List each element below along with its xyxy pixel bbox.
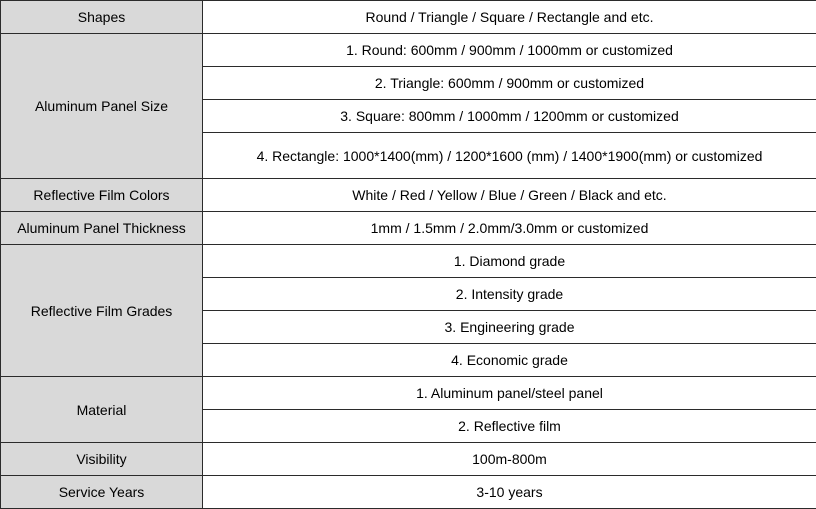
table-row [1,179,816,212]
row-value: 3. Engineering grade [203,311,816,344]
table-row [1,377,816,410]
row-label-reflective-film-grades: Reflective Film Grades [1,245,203,377]
row-label-shapes: Shapes [1,1,203,34]
row-value: 2. Triangle: 600mm / 900mm or customized [203,67,816,100]
row-value: 2. Reflective film [203,410,816,443]
row-value: 1mm / 1.5mm / 2.0mm/3.0mm or customized [203,212,816,245]
row-label-material: Material [1,377,203,443]
row-label-service-years: Service Years [1,476,203,509]
row-value: Round / Triangle / Square / Rectangle and etc. [203,1,816,34]
table-row [1,212,816,245]
row-value: 100m-800m [203,443,816,476]
row-value: 1. Diamond grade [203,245,816,278]
table-row [1,476,816,509]
table-row [1,34,816,67]
row-value: 4. Rectangle: 1000*1400(mm) / 1200*1600 (mm) / 1400*1900(mm) or customized [203,133,816,179]
row-value: White / Red / Yellow / Blue / Green / Black and etc. [203,179,816,212]
row-label-reflective-film-colors: Reflective Film Colors [1,179,203,212]
table-row [1,1,816,34]
table-row [1,443,816,476]
row-value: 1. Round: 600mm / 900mm / 1000mm or customized [203,34,816,67]
table-row [1,245,816,278]
row-label-aluminum-panel-thickness: Aluminum Panel Thickness [1,212,203,245]
row-value: 3-10 years [203,476,816,509]
row-value: 2. Intensity grade [203,278,816,311]
row-value: 1. Aluminum panel/steel panel [203,377,816,410]
row-label-aluminum-panel-size: Aluminum Panel Size [1,34,203,179]
row-value: 4. Economic grade [203,344,816,377]
row-label-visibility: Visibility [1,443,203,476]
row-value: 3. Square: 800mm / 1000mm / 1200mm or customized [203,100,816,133]
